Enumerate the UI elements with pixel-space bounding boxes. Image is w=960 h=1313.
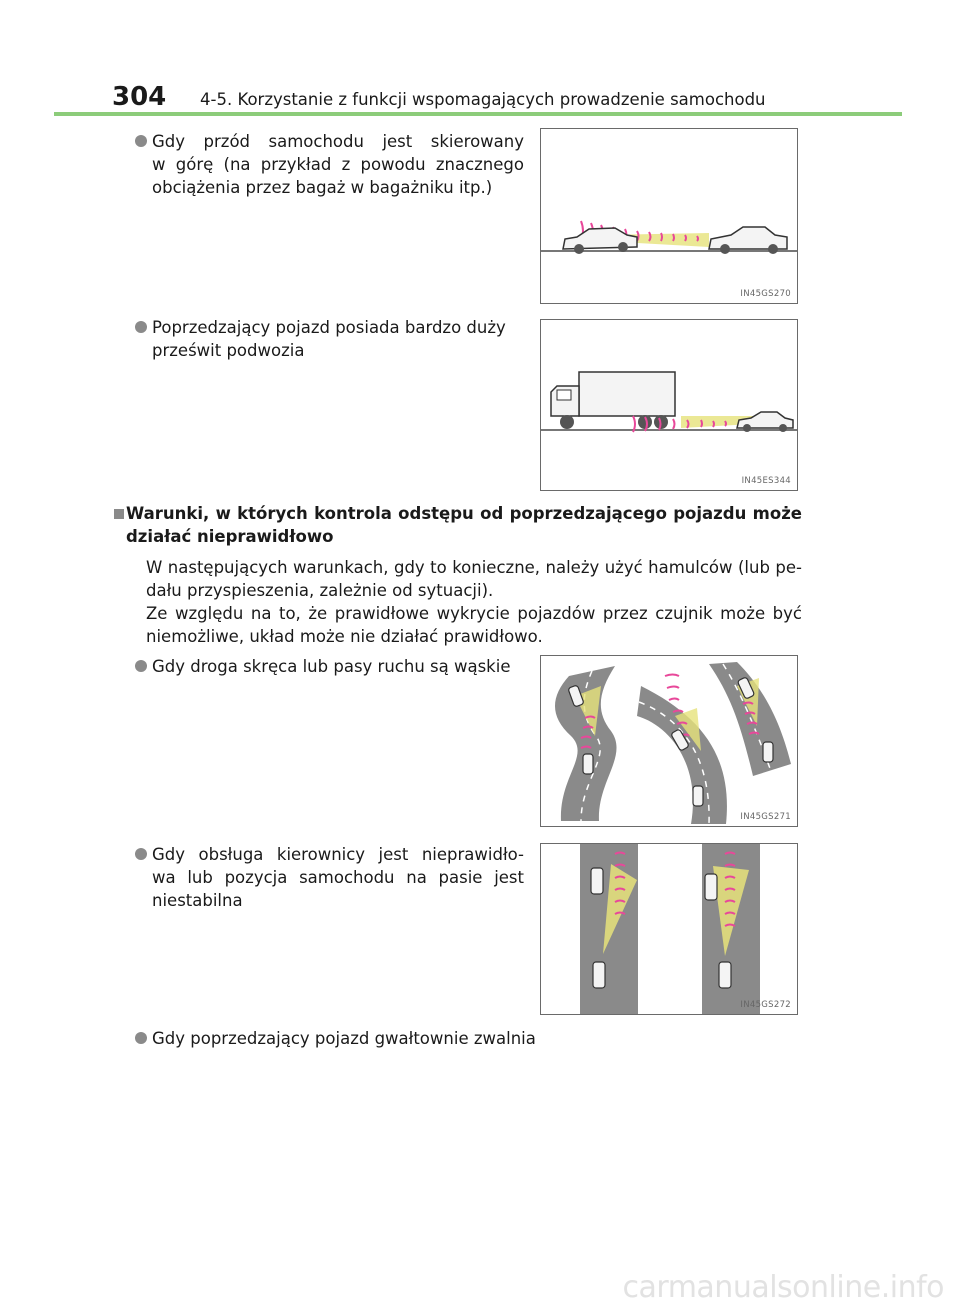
watermark: carmanualsonline.info [622, 1270, 944, 1305]
car-icon [693, 786, 703, 806]
bullet-text-line: prześwit podwozia [152, 341, 305, 360]
section-title: 4-5. Korzystanie z funkcji wspomagających prowadzenie samochodu [200, 90, 766, 109]
front-raised-illustration [541, 129, 798, 304]
bullet-text-line: wa lub pozycja samochodu na pasie jest [152, 868, 524, 887]
bullet-dot-icon [135, 321, 147, 333]
car-icon [593, 962, 605, 988]
figure-code: IN45GS271 [740, 812, 791, 822]
condition-body [146, 556, 802, 648]
section-square-icon [114, 509, 124, 519]
bullet-dot-icon [135, 135, 147, 147]
header-divider [54, 112, 902, 116]
car-icon [705, 874, 717, 900]
lead-car-icon [709, 227, 787, 254]
bullet-item-high-clearance [152, 316, 524, 362]
bullet-text-line: w górę (na przykład z powodu znacznego [152, 155, 524, 174]
bullet-text-line: niestabilna [152, 891, 243, 910]
car-icon [763, 742, 773, 762]
condition-heading-line: działać nieprawidłowo [126, 527, 334, 546]
bullet-text-line: Gdy poprzedzający pojazd gwałtownie zwalnia [152, 1029, 536, 1048]
car-icon [591, 868, 603, 894]
bullet-text-line: Gdy przód samochodu jest skierowany [152, 132, 524, 151]
figure-unstable-lane [540, 843, 798, 1015]
condition-heading [126, 502, 802, 548]
condition-body-line: Ze względu na to, że prawidłowe wykrycie pojazdów przez czujnik może być [146, 604, 802, 623]
high-clearance-illustration [541, 320, 798, 491]
bullet-text-line: obciążenia przez bagaż w bagażniku itp.) [152, 178, 493, 197]
bullet-text-line: Gdy droga skręca lub pasy ruchu są wąskie [152, 657, 511, 676]
figure-code: IN45GS272 [740, 1000, 791, 1010]
bullet-item-sudden-braking [152, 1027, 572, 1050]
bullet-item-unstable-steering [152, 843, 524, 912]
figure-curves [540, 655, 798, 827]
figure-code: IN45ES344 [741, 476, 791, 486]
car-icon [583, 754, 593, 774]
condition-heading-line: Warunki, w których kontrola odstępu od poprzedzającego pojazdu może [126, 504, 802, 523]
condition-body-line: dału przyspieszenia, zależnie od sytuacji). [146, 581, 494, 600]
bullet-text-line: Gdy obsługa kierownicy jest nieprawidło- [152, 845, 524, 864]
unstable-lane-illustration [541, 844, 798, 1015]
curves-illustration [541, 656, 798, 827]
bullet-dot-icon [135, 1032, 147, 1044]
bullet-item-curve-narrow [152, 655, 532, 678]
figure-front-raised [540, 128, 798, 304]
car-icon [719, 962, 731, 988]
figure-code: IN45GS270 [740, 289, 791, 299]
figure-high-clearance [540, 319, 798, 491]
bullet-dot-icon [135, 848, 147, 860]
condition-body-line: niemożliwe, układ może nie działać prawidłowo. [146, 627, 543, 646]
condition-body-line: W następujących warunkach, gdy to konieczne, należy użyć hamulców (lub pe- [146, 558, 802, 577]
truck-icon [551, 372, 675, 429]
bullet-dot-icon [135, 660, 147, 672]
page-number: 304 [112, 82, 167, 112]
bullet-text-line: Poprzedzający pojazd posiada bardzo duży [152, 318, 506, 337]
bullet-item-front-raised [152, 130, 524, 199]
